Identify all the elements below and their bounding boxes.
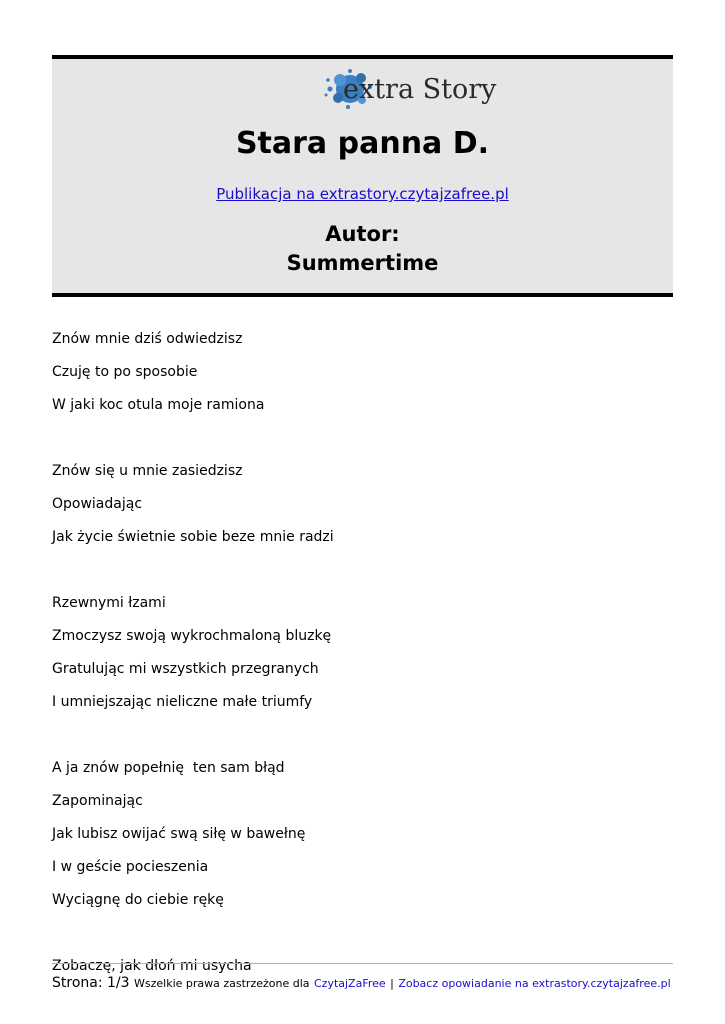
poem-line: W jaki koc otula moje ramiona — [52, 397, 265, 413]
publication-link[interactable]: Publikacja na extrastory.czytajzafree.pl — [216, 185, 509, 203]
poem-line: I w geście pocieszenia — [52, 859, 209, 875]
logo-graphic — [320, 65, 510, 111]
poem-line: Zmoczysz swoją wykrochmaloną bluzkę — [52, 628, 332, 644]
poem-line: Gratulując mi wszystkich przegranych — [52, 661, 319, 677]
author-name: Summertime — [286, 251, 439, 275]
poem-line: Jak lubisz owijać swą siłę w bawełnę — [52, 826, 306, 842]
czytajzafree-link[interactable]: CzytajZaFree — [313, 977, 386, 990]
footer-divider — [52, 963, 673, 964]
poem-line: Wyciągnę do ciebie rękę — [52, 892, 224, 908]
footer-separator: | — [390, 977, 394, 990]
poem-line: Zobaczę, jak dłoń mi usycha — [52, 958, 252, 974]
poem-line: Znów się u mnie zasiedzisz — [52, 463, 243, 479]
view-story-link[interactable]: Zobacz opowiadanie na extrastory.czytajzafree.pl — [398, 977, 671, 990]
poem-line: I umniejszając nieliczne małe triumfy — [52, 694, 313, 710]
poem-line: Jak życie świetnie sobie beze mnie radzi — [52, 529, 334, 545]
document-header — [52, 55, 673, 297]
stanza — [52, 323, 672, 422]
stanza — [52, 455, 672, 554]
poem-line: Czuję to po sposobie — [52, 364, 198, 380]
author-label: Autor: — [325, 222, 400, 246]
rights-text: Wszelkie prawa zastrzeżone dla — [134, 977, 310, 990]
poem-body — [52, 323, 672, 1016]
poem-line: Zapominając — [52, 793, 143, 809]
poem-line: Opowiadając — [52, 496, 143, 512]
stanza — [52, 587, 672, 719]
poem-line: Znów mnie dziś odwiedzisz — [52, 331, 243, 347]
page-number: Strona: 1/3 — [52, 975, 130, 991]
page-footer — [52, 975, 692, 991]
stanza — [52, 752, 672, 917]
logo-text: extra Story — [343, 74, 497, 105]
poem-line: A ja znów popełnię ten sam błąd — [52, 760, 285, 776]
extra-story-logo — [320, 65, 510, 111]
page-title: Stara panna D. — [235, 126, 490, 161]
poem-line: Rzewnymi łzami — [52, 595, 166, 611]
